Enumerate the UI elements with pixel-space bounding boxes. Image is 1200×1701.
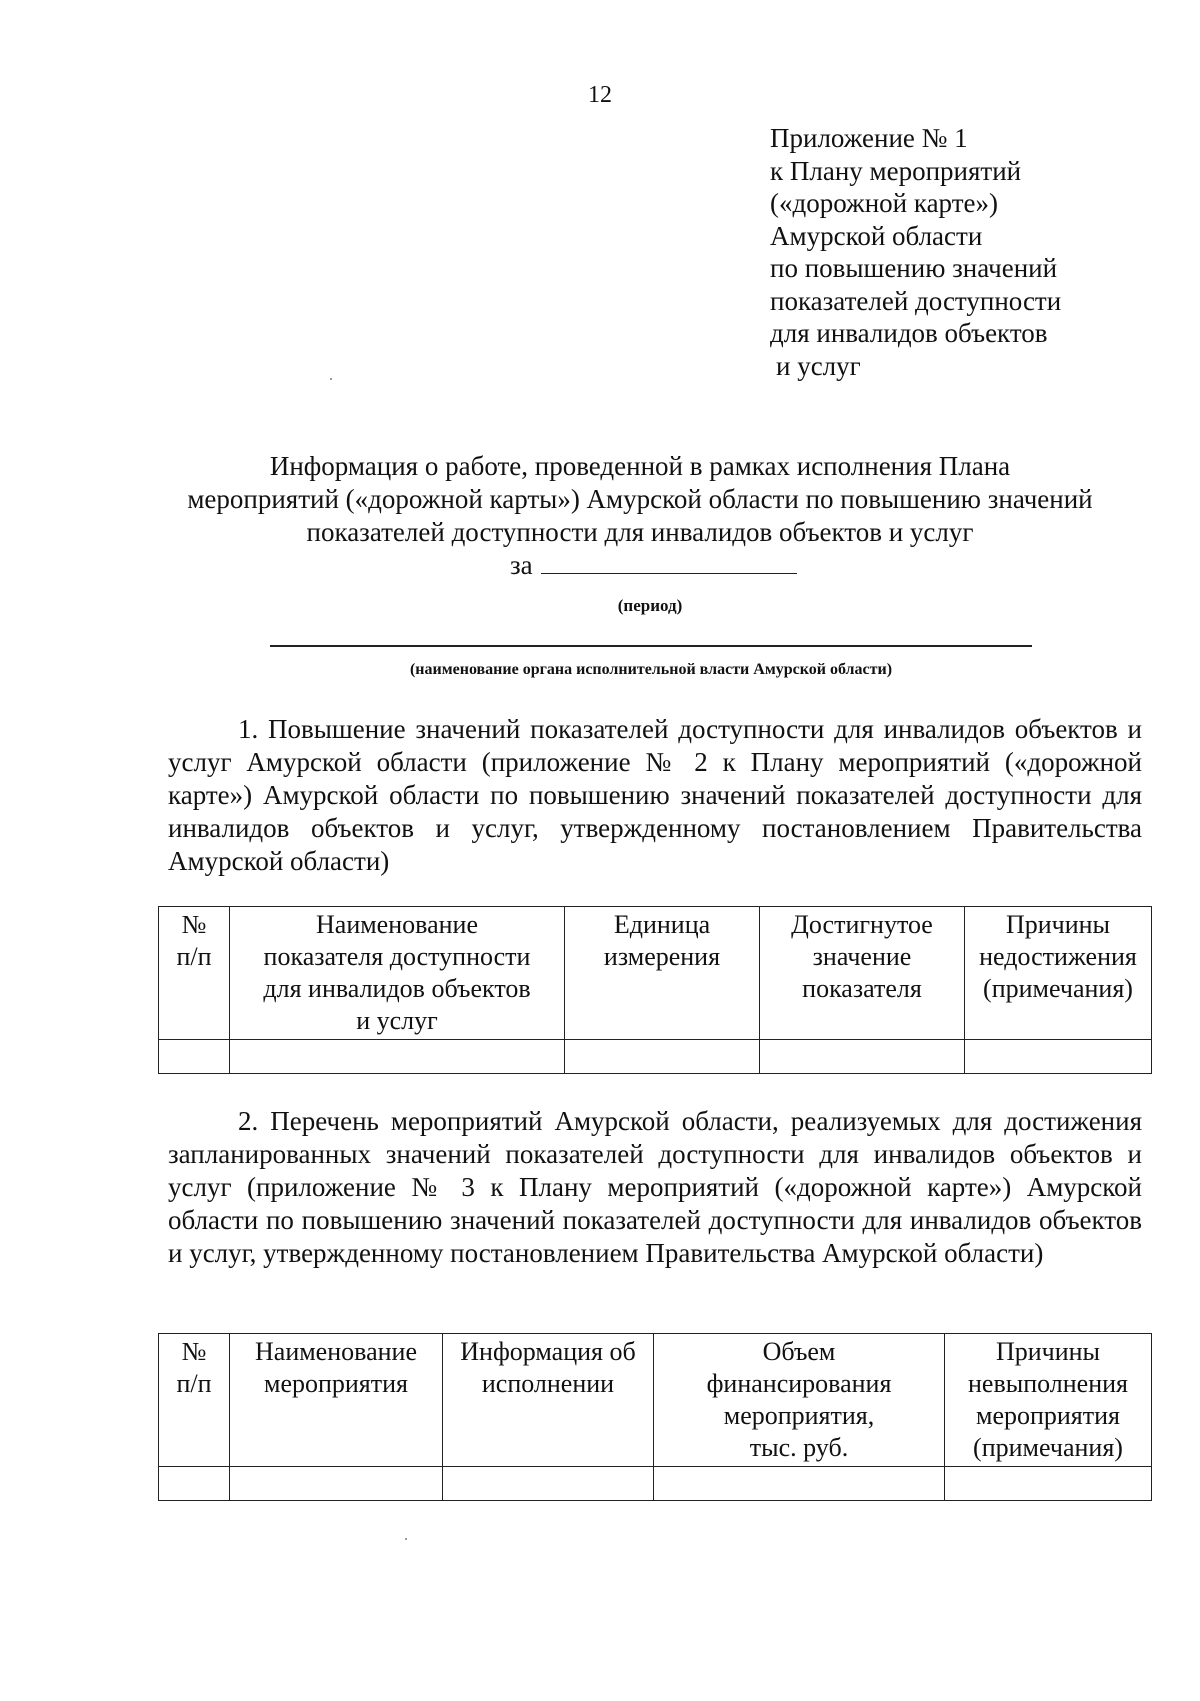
scan-speck xyxy=(330,378,332,380)
page-number: 12 xyxy=(588,82,612,108)
section-1-paragraph xyxy=(168,713,1142,878)
indicators-table xyxy=(158,906,1152,1074)
table-cell[interactable] xyxy=(159,1040,230,1074)
table-cell[interactable] xyxy=(654,1467,945,1501)
period-line xyxy=(510,550,797,581)
appendix-line: для инвалидов объектов xyxy=(770,318,1048,348)
title-line: мероприятий («дорожной карты») Амурской области по повышению значений xyxy=(187,484,1093,514)
scan-speck xyxy=(405,1538,407,1540)
appendix-line: по повышению значений xyxy=(770,253,1058,283)
table-cell[interactable] xyxy=(159,1467,230,1501)
appendix-line: («дорожной карте») xyxy=(770,188,998,218)
measures-table xyxy=(158,1333,1152,1501)
section-2-paragraph xyxy=(168,1105,1142,1270)
section-2-text: 2. Перечень мероприятий Амурской области, реализуемых для достижения запланированных значений показателей доступности для инвалидов объектов и услуг (приложение № 3 к Плану мероприятий («дорожной карте») Амурской области по повышению значений показателей доступности для инвалидов объектов и услуг, утвержденному постановлением Правительства Амурской области) xyxy=(168,1106,1142,1268)
header-cell-measure-name: Наименование мероприятия xyxy=(230,1334,443,1467)
appendix-line: и услуг xyxy=(776,350,861,381)
header-cell-reasons: Причины невыполнения мероприятия (примечания) xyxy=(945,1334,1152,1467)
header-cell-execution-info: Информация об исполнении xyxy=(443,1334,654,1467)
appendix-line: Приложение № 1 xyxy=(770,123,968,153)
header-cell-number: № п/п xyxy=(159,1334,230,1467)
table-cell[interactable] xyxy=(443,1467,654,1501)
table-header-row xyxy=(159,1334,1152,1467)
org-name-blank-field[interactable] xyxy=(270,645,1032,647)
table-cell[interactable] xyxy=(965,1040,1152,1074)
title-line: Информация о работе, проведенной в рамках исполнения Плана xyxy=(269,451,1011,481)
header-cell-financing: Объем финансирования мероприятия, тыс. руб. xyxy=(654,1334,945,1467)
period-label: за xyxy=(510,550,533,580)
table-header-row xyxy=(159,907,1152,1040)
period-caption: (период) xyxy=(617,596,683,615)
table-row xyxy=(159,1467,1152,1501)
appendix-line: показателей доступности xyxy=(770,285,1062,316)
header-cell-achieved-value: Достигнутое значение показателя xyxy=(760,907,965,1040)
table-row xyxy=(159,1040,1152,1074)
org-caption: (наименование органа исполнительной власти Амурской области) xyxy=(409,661,893,678)
header-cell-reasons: Причины недостижения (примечания) xyxy=(965,907,1152,1040)
appendix-header xyxy=(770,122,1061,382)
header-cell-unit: Единица измерения xyxy=(565,907,760,1040)
table-cell[interactable] xyxy=(760,1040,965,1074)
header-cell-number: № п/п xyxy=(159,907,230,1040)
appendix-line: к Плану мероприятий xyxy=(770,155,1022,186)
header-cell-indicator-name: Наименование показателя доступности для инвалидов объектов и услуг xyxy=(230,907,565,1040)
title-line: показателей доступности для инвалидов объектов и услуг xyxy=(306,517,974,547)
appendix-line: Амурской области xyxy=(770,220,983,251)
section-1-text: 1. Повышение значений показателей доступности для инвалидов объектов и услуг Амурской области (приложение № 2 к Плану мероприятий («дорожной карте») Амурской области по повышению значений показателей доступности для инвалидов объектов и услуг, утвержденному постановлением Правительства Амурской области) xyxy=(168,714,1142,876)
document-title xyxy=(150,450,1130,549)
period-blank-field[interactable] xyxy=(541,551,797,574)
table-cell[interactable] xyxy=(945,1467,1152,1501)
table-cell[interactable] xyxy=(230,1040,565,1074)
table-cell[interactable] xyxy=(230,1467,443,1501)
table-cell[interactable] xyxy=(565,1040,760,1074)
